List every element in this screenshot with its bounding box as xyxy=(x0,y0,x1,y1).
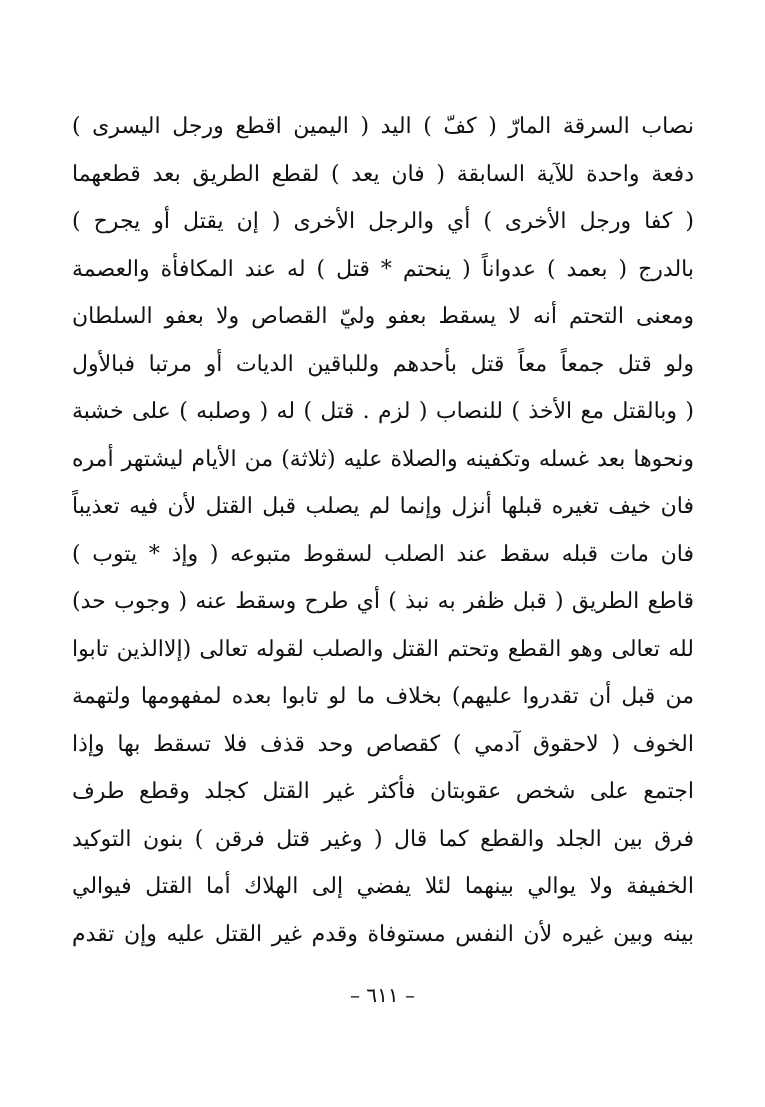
text-line-16: فرق بين الجلد والقطع كما قال ( وغير قتل فرقن ) بنون التوكيد xyxy=(72,826,694,852)
text-line-18: بينه وبين غيره لأن النفس مستوفاة وقدم غير القتل عليه وإن تقدم xyxy=(72,921,694,947)
text-line-17: الخفيفة ولا يوالي بينهما لئلا يفضي إلى الهلاك أما القتل فيوالي xyxy=(72,874,694,899)
body-text xyxy=(72,103,694,958)
text-line-11: قاطع الطريق ( قبل ظفر به نبذ ) أي طرح وسقط عنه ( وجوب حد) xyxy=(72,589,694,614)
text-line-5: ومعنى التحتم أنه لا يسقط بعفو وليّ القصاص ولا بعفو السلطان xyxy=(72,304,694,329)
text-line-2: دفعة واحدة للآية السابقة ( فان يعد ) لقطع الطريق بعد قطعهما xyxy=(72,161,694,187)
text-line-9: فان خيف تغيره قبلها أنزل وإنما لم يصلب قبل القتل لأن فيه تعذيباً xyxy=(72,494,694,519)
text-line-8: ونحوها بعد غسله وتكفينه والصلاة عليه (ثلاثة) من الأيام ليشتهر أمره xyxy=(72,446,694,472)
page-number: – ٦١١ – xyxy=(350,983,415,1007)
text-line-6: ولو قتل جمعاً معاً قتل بأحدهم وللباقين الديات أو مرتبا فبالأول xyxy=(72,351,694,377)
text-line-13: من قبل أن تقدروا عليهم) بخلاف ما لو تابوا بعده لمفهومها ولتهمة xyxy=(72,684,694,709)
text-line-15: اجتمع على شخص عقوبتان فأكثر غير القتل كجلد وقطع طرف xyxy=(72,779,694,804)
text-line-10: فان مات قبله سقط عند الصلب لسقوط متبوعه ( وإذ * يتوب ) xyxy=(72,541,694,567)
text-line-3: ( كفا ورجل الأخرى ) أي والرجل الأخرى ( إن يقتل أو يجرح ) xyxy=(72,209,694,234)
text-line-1: نصاب السرقة المارّ ( كفّ ) اليد ( اليمين اقطع ورجل اليسرى ) xyxy=(72,114,694,139)
text-line-4: بالدرج ( بعمد ) عدواناً ( ينحتم * قتل ) له عند المكافأة والعصمة xyxy=(72,256,694,282)
text-line-7: ( وبالقتل مع الأخذ ) للنصاب ( لزم . قتل ) له ( وصلبه ) على خشبة xyxy=(72,399,694,424)
text-line-14: الخوف ( لاحقوق آدمي ) كقصاص وحد قذف فلا تسقط بها وإذا xyxy=(72,731,694,757)
text-line-12: لله تعالى وهو القطع وتحتم القتل والصلب لقوله تعالى (إلاالذين تابوا xyxy=(72,636,694,662)
